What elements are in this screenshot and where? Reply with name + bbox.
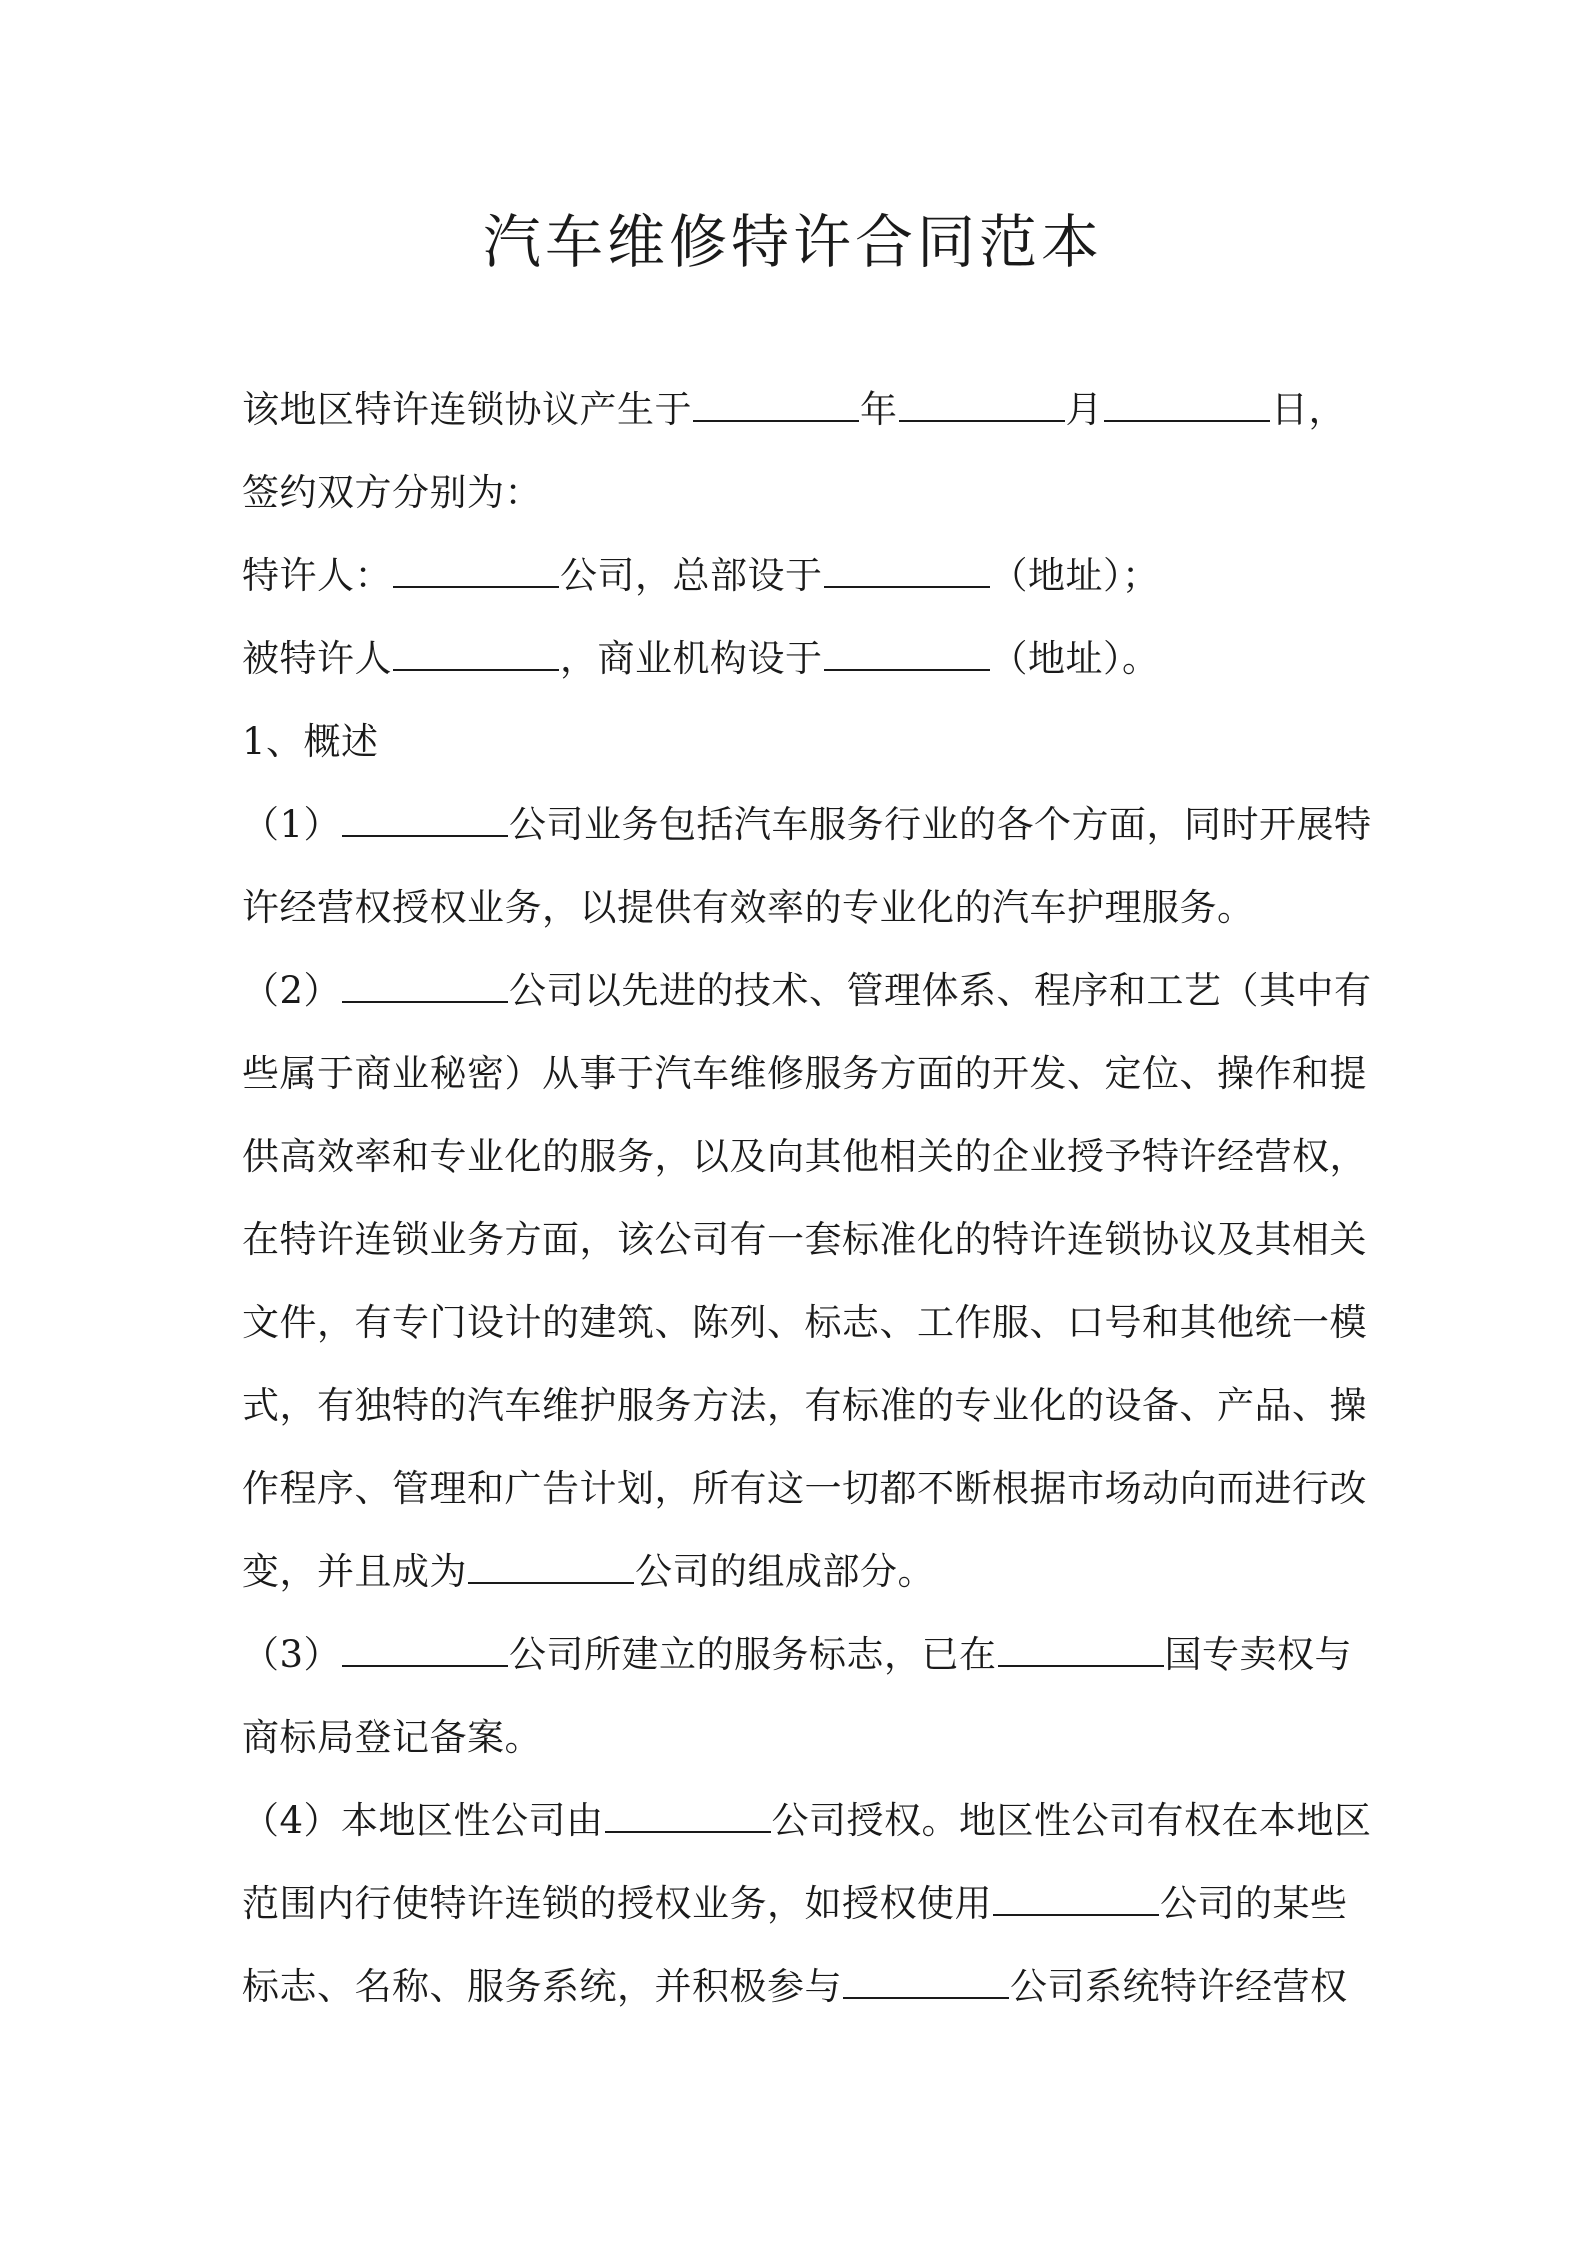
text-line — [242, 1032, 1367, 1115]
text-segment: 公司业务包括汽车服务行业的各个方面，同时开展特 — [509, 803, 1372, 846]
text-segment: 该地区特许连锁协议产生于 — [242, 388, 692, 431]
text-segment: 变，并且成为 — [242, 1550, 467, 1593]
text-line — [242, 1115, 1367, 1198]
document-body — [242, 368, 1372, 2028]
text-segment: （4）本地区性公司由 — [242, 1799, 604, 1842]
text-segment: 式，有独特的汽车维护服务方法，有标准的专业化的设备、产品、操 — [242, 1384, 1367, 1427]
text-segment: 被特许人 — [242, 637, 392, 680]
fill-in-blank — [693, 390, 859, 422]
text-segment: 文件，有专门设计的建筑、陈列、标志、工作服、口号和其他统一模 — [242, 1301, 1367, 1344]
text-line — [242, 451, 1354, 534]
text-line — [242, 1779, 1372, 1862]
text-line — [242, 1530, 1354, 1613]
fill-in-blank — [824, 639, 990, 671]
fill-in-blank — [605, 1801, 771, 1833]
document-title: 汽车维修特许合同范本 — [482, 208, 1103, 276]
text-segment: 公司系统特许经营权 — [1010, 1965, 1348, 2008]
text-line — [242, 949, 1372, 1032]
text-segment: 公司的某些 — [1160, 1882, 1348, 1925]
fill-in-blank — [342, 1635, 508, 1667]
text-line — [242, 1862, 1354, 1945]
text-segment: 在特许连锁业务方面，该公司有一套标准化的特许连锁协议及其相关 — [242, 1218, 1367, 1261]
text-segment: 作程序、管理和广告计划，所有这一切都不断根据市场动向而进行改 — [242, 1467, 1367, 1510]
text-segment: 公司以先进的技术、管理体系、程序和工艺（其中有 — [509, 969, 1372, 1012]
text-segment: 标志、名称、服务系统，并积极参与 — [242, 1965, 842, 2008]
text-segment: 范围内行使特许连锁的授权业务，如授权使用 — [242, 1882, 992, 1925]
text-segment: 月 — [1065, 388, 1103, 431]
text-segment: 1、概述 — [242, 720, 379, 763]
text-line — [242, 1945, 1354, 2028]
text-segment: 些属于商业秘密）从事于汽车维修服务方面的开发、定位、操作和提 — [242, 1052, 1367, 1095]
fill-in-blank — [1104, 390, 1270, 422]
text-segment: 许经营权授权业务，以提供有效率的专业化的汽车护理服务。 — [242, 886, 1255, 929]
text-segment: （2） — [242, 969, 342, 1012]
text-segment: 商标局登记备案。 — [242, 1716, 542, 1759]
text-line — [242, 534, 1354, 617]
fill-in-blank — [843, 1967, 1009, 1999]
text-line — [242, 1613, 1354, 1696]
text-line — [242, 1281, 1367, 1364]
text-segment: 公司授权。地区性公司有权在本地区 — [771, 1799, 1372, 1842]
fill-in-blank — [342, 971, 508, 1003]
fill-in-blank — [393, 556, 559, 588]
text-segment: 公司，总部设于 — [560, 554, 823, 597]
text-segment: （3） — [242, 1633, 342, 1676]
text-segment: 日， — [1271, 388, 1346, 431]
text-line — [242, 1198, 1367, 1281]
text-segment: 公司所建立的服务标志，已在 — [509, 1633, 997, 1676]
text-line — [242, 866, 1354, 949]
fill-in-blank — [993, 1884, 1159, 1916]
text-line — [242, 700, 1354, 783]
text-segment: （1） — [242, 803, 342, 846]
text-line — [242, 783, 1372, 866]
fill-in-blank — [899, 390, 1065, 422]
fill-in-blank — [998, 1635, 1164, 1667]
text-line — [242, 1364, 1367, 1447]
text-segment: ，商业机构设于 — [560, 637, 823, 680]
text-segment: 年 — [860, 388, 898, 431]
fill-in-blank — [824, 556, 990, 588]
text-line — [242, 1447, 1367, 1530]
text-segment: （地址）； — [990, 554, 1160, 597]
text-segment: 特许人： — [242, 554, 392, 597]
text-segment: 公司的组成部分。 — [635, 1550, 935, 1593]
fill-in-blank — [342, 805, 508, 837]
fill-in-blank — [468, 1552, 634, 1584]
text-segment: 签约双方分别为： — [242, 471, 542, 514]
fill-in-blank — [393, 639, 559, 671]
text-segment: （地址）。 — [990, 637, 1160, 680]
text-line — [242, 617, 1354, 700]
text-line — [242, 1696, 1354, 1779]
text-line — [242, 368, 1354, 451]
text-segment: 国专卖权与 — [1164, 1633, 1353, 1676]
text-segment: 供高效率和专业化的服务，以及向其他相关的企业授予特许经营权， — [242, 1135, 1367, 1178]
